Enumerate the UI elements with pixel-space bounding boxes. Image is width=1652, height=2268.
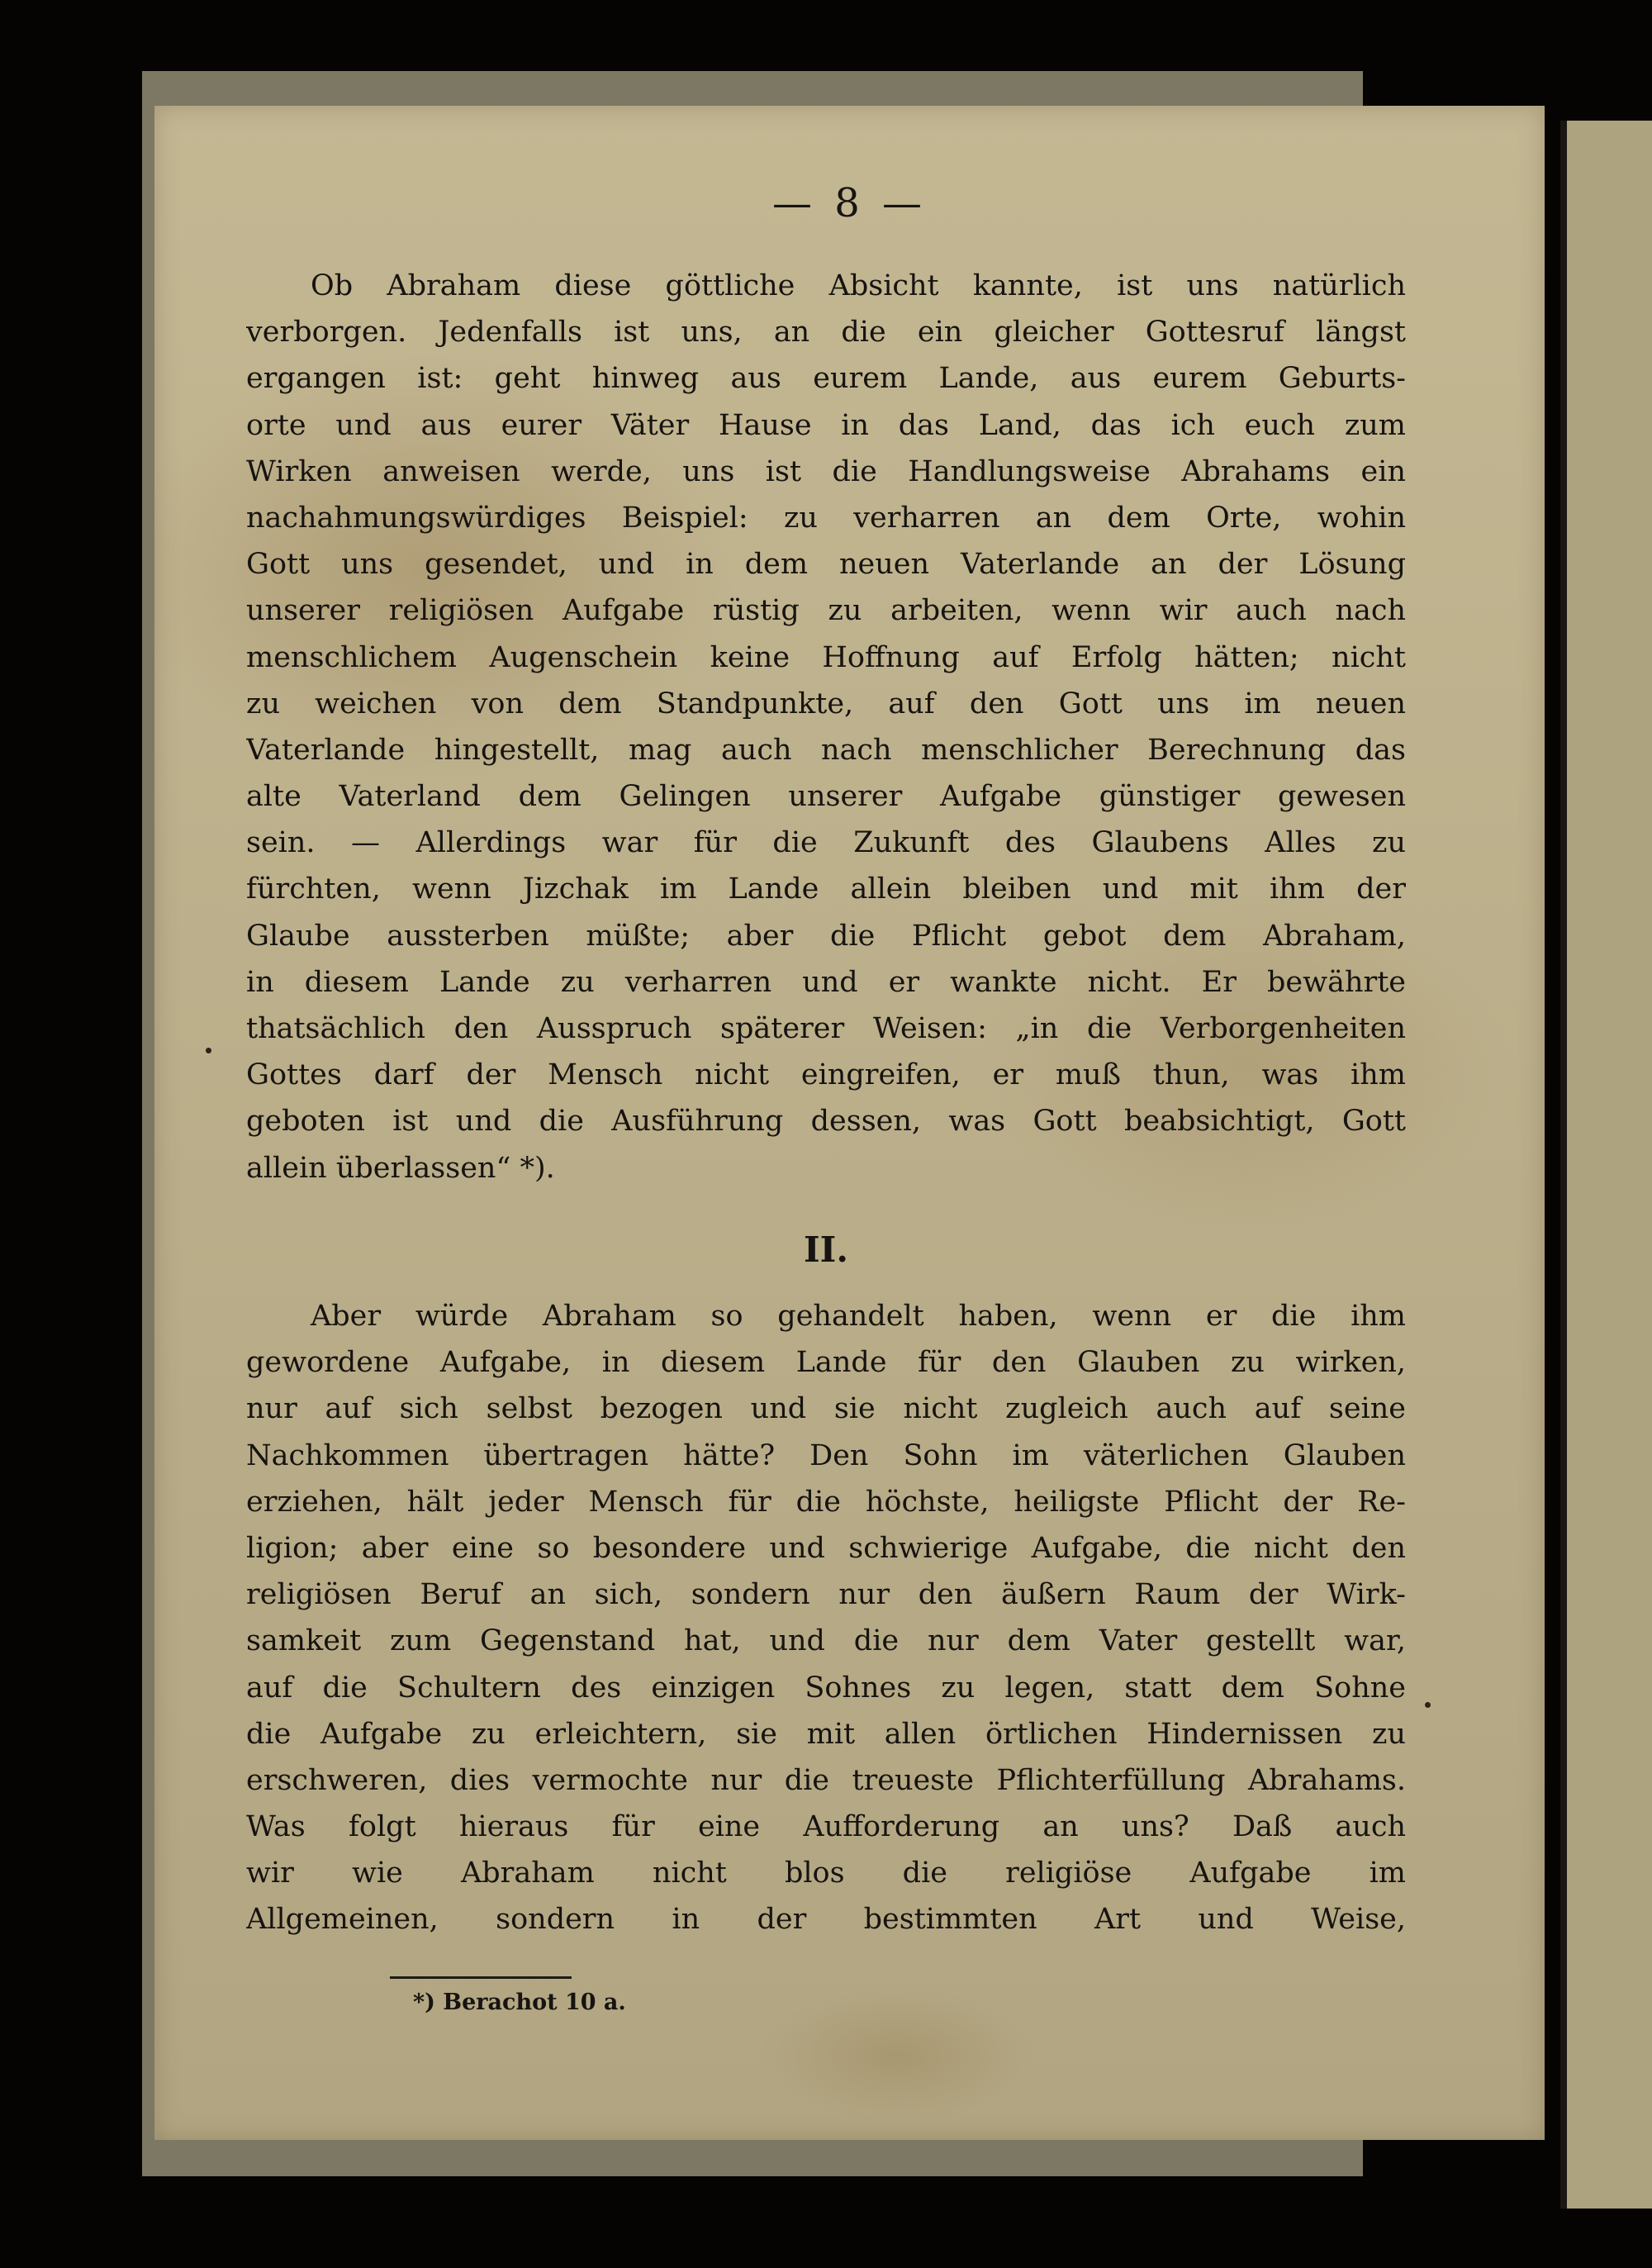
text-line: religiösen Beruf an sich, sondern nur den äußern Raum der Wirk- [246,1578,1406,1612]
paper-speck [1425,1702,1431,1708]
text-line: die Aufgabe zu erleichtern, sie mit allen örtlichen Hindernissen zu [246,1717,1406,1751]
text-line: Vaterlande hingestellt, mag auch nach menschlicher Berechnung das [246,733,1406,767]
text-line: alte Vaterland dem Gelingen unserer Aufgabe günstiger gewesen [246,780,1406,814]
facing-page-edge [1560,121,1652,2209]
section-heading: II. [804,1229,848,1270]
text-line: samkeit zum Gegenstand hat, und die nur dem Vater gestellt war, [246,1624,1406,1658]
text-line: Allgemeinen, sondern in der bestimmten Art und Weise, [246,1903,1406,1937]
text-line: Wirken anweisen werde, uns ist die Handlungsweise Abrahams ein [246,454,1406,488]
text-line: sein. — Allerdings war für die Zukunft des Glaubens Alles zu [246,826,1406,860]
paper-speck [206,1048,211,1053]
text-line: nachahmungswürdiges Beispiel: zu verharren an dem Orte, wohin [246,501,1406,535]
paragraph-2 [246,1293,1406,1943]
text-line: Glaube aussterben müßte; aber die Pflicht gebot dem Abraham, [246,919,1406,953]
page-number: — 8 — [771,180,928,226]
text-line: Nachkommen übertragen hätte? Den Sohn im väterlichen Glauben [246,1438,1406,1472]
text-line: fürchten, wenn Jizchak im Lande allein bleiben und mit ihm der [246,872,1406,906]
paragraph-1 [246,263,1406,1191]
text-line: erziehen, hält jeder Mensch für die höchste, heiligste Pflicht der Re- [246,1485,1406,1519]
text-line: in diesem Lande zu verharren und er wankte nicht. Er bewährte [246,965,1406,999]
text-line: auf die Schultern des einzigen Sohnes zu legen, statt dem Sohne [246,1671,1406,1705]
text-line: unserer religiösen Aufgabe rüstig zu arbeiten, wenn wir auch nach [246,594,1406,628]
text-line: verborgen. Jedenfalls ist uns, an die ein gleicher Gottesruf längst [246,316,1406,349]
text-line: orte und aus eurer Väter Hause in das Land, das ich euch zum [246,408,1406,442]
footnote-rule [390,1976,572,1979]
text-line: Gottes darf der Mensch nicht eingreifen, er muß thun, was ihm [246,1058,1406,1092]
text-line: Ob Abraham diese göttliche Absicht kannte, ist uns natürlich [311,269,1406,302]
text-line: geboten ist und die Ausführung dessen, was Gott beabsichtigt, Gott [246,1105,1406,1139]
text-line: ligion; aber eine so besondere und schwierige Aufgabe, die nicht den [246,1531,1406,1565]
text-line: zu weichen von dem Standpunkte, auf den Gott uns im neuen [246,687,1406,720]
text-line: Aber würde Abraham so gehandelt haben, wenn er die ihm [311,1300,1406,1333]
text-line: nur auf sich selbst bezogen und sie nicht zugleich auch auf seine [246,1392,1406,1426]
text-line: wir wie Abraham nicht blos die religiöse Aufgabe im [246,1857,1406,1890]
text-line: ergangen ist: geht hinweg aus eurem Lande, aus eurem Geburts- [246,362,1406,396]
text-line: Was folgt hieraus für eine Aufforderung an uns? Daß auch [246,1810,1406,1844]
text-line: Gott uns gesendet, und in dem neuen Vaterlande an der Lösung [246,548,1406,582]
text-line: menschlichem Augenschein keine Hoffnung auf Erfolg hätten; nicht [246,640,1406,674]
text-line: gewordene Aufgabe, in diesem Lande für den Glauben zu wirken, [246,1346,1406,1380]
text-line: thatsächlich den Ausspruch späterer Weisen: „in die Verborgenheiten [246,1012,1406,1045]
footnote: *) Berachot 10 a. [413,1990,626,2015]
text-line: erschweren, dies vermochte nur die treueste Pflichterfüllung Abrahams. [246,1763,1406,1797]
text-line: allein überlassen“ *). [246,1151,555,1185]
